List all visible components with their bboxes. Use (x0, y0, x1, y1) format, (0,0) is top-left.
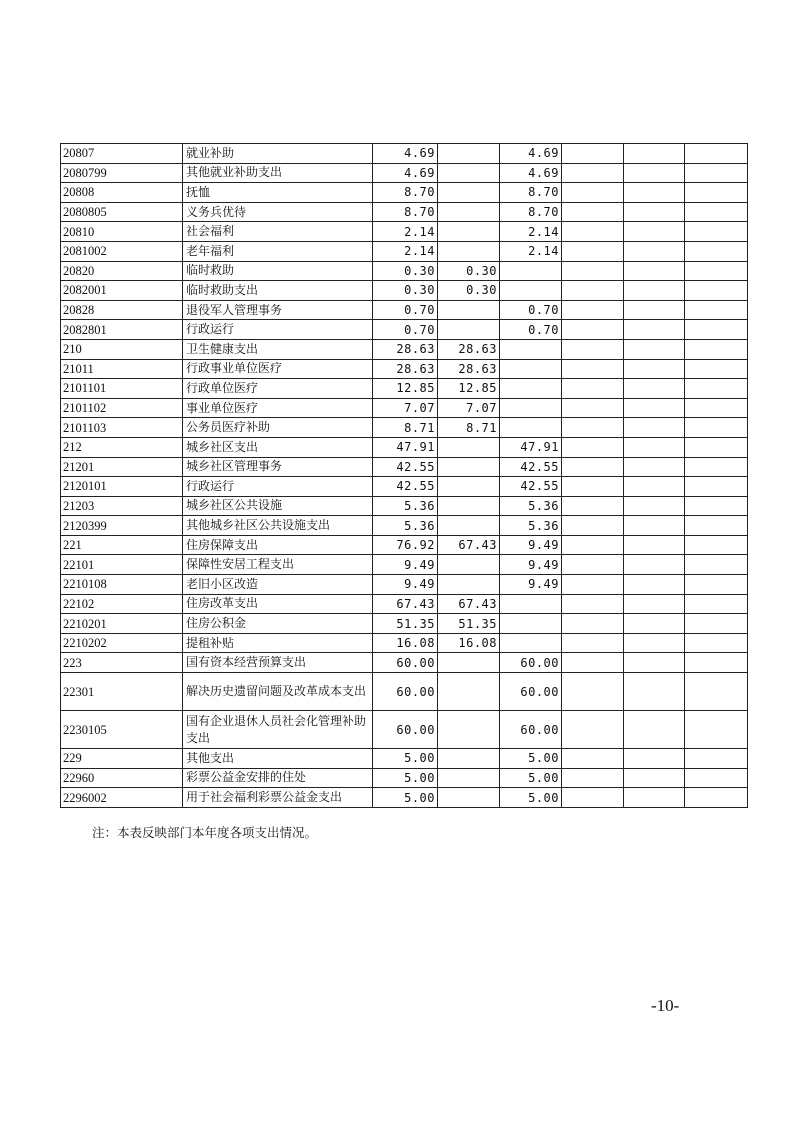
table-row (61, 653, 748, 673)
cell-empty (685, 788, 748, 808)
cell-total: 0.70 (373, 320, 438, 340)
cell-code: 22102 (61, 594, 183, 614)
cell-total: 4.69 (373, 163, 438, 183)
cell-empty (624, 241, 685, 261)
cell-empty (562, 788, 624, 808)
cell-empty (562, 222, 624, 242)
cell-basic (438, 711, 500, 749)
cell-empty (624, 749, 685, 769)
cell-empty (562, 163, 624, 183)
cell-project: 0.70 (500, 320, 562, 340)
cell-project (500, 261, 562, 281)
cell-name: 行政单位医疗 (183, 379, 373, 399)
cell-project: 8.70 (500, 202, 562, 222)
cell-project: 9.49 (500, 555, 562, 575)
table-row (61, 614, 748, 634)
cell-basic: 0.30 (438, 281, 500, 301)
cell-empty (562, 633, 624, 653)
cell-empty (624, 379, 685, 399)
cell-empty (624, 594, 685, 614)
cell-basic (438, 183, 500, 203)
cell-basic (438, 575, 500, 595)
cell-project: 9.49 (500, 535, 562, 555)
cell-basic (438, 768, 500, 788)
cell-name: 用于社会福利彩票公益金支出 (183, 788, 373, 808)
cell-name: 城乡社区管理事务 (183, 457, 373, 477)
cell-project: 5.36 (500, 496, 562, 516)
table-row (61, 457, 748, 477)
table-row (61, 477, 748, 497)
cell-empty (624, 222, 685, 242)
table-note: 注：本表反映部门本年度各项支出情况。 (92, 825, 318, 840)
cell-empty (685, 281, 748, 301)
cell-project (500, 359, 562, 379)
table-row (61, 398, 748, 418)
cell-total: 8.70 (373, 183, 438, 203)
cell-basic (438, 241, 500, 261)
cell-name: 老年福利 (183, 241, 373, 261)
cell-name: 保障性安居工程支出 (183, 555, 373, 575)
cell-total: 60.00 (373, 711, 438, 749)
cell-empty (624, 555, 685, 575)
cell-basic (438, 163, 500, 183)
cell-basic (438, 673, 500, 711)
table-row (61, 535, 748, 555)
table-row (61, 300, 748, 320)
cell-basic (438, 516, 500, 536)
cell-empty (562, 594, 624, 614)
cell-total: 5.00 (373, 749, 438, 769)
cell-basic (438, 477, 500, 497)
cell-name: 就业补助 (183, 144, 373, 164)
cell-empty (562, 398, 624, 418)
cell-total: 7.07 (373, 398, 438, 418)
cell-basic (438, 555, 500, 575)
cell-empty (624, 535, 685, 555)
cell-empty (685, 768, 748, 788)
cell-name: 住房保障支出 (183, 535, 373, 555)
table-row (61, 163, 748, 183)
cell-code: 2101101 (61, 379, 183, 399)
cell-code: 210 (61, 339, 183, 359)
cell-empty (685, 339, 748, 359)
cell-empty (685, 535, 748, 555)
table-row (61, 633, 748, 653)
cell-name: 彩票公益金安排的住处 (183, 768, 373, 788)
cell-empty (562, 768, 624, 788)
cell-empty (685, 516, 748, 536)
cell-empty (562, 535, 624, 555)
cell-empty (685, 575, 748, 595)
cell-code: 20810 (61, 222, 183, 242)
cell-code: 21201 (61, 457, 183, 477)
cell-project (500, 281, 562, 301)
cell-project: 4.69 (500, 144, 562, 164)
cell-basic (438, 749, 500, 769)
table-body (61, 144, 748, 808)
cell-code: 2101103 (61, 418, 183, 438)
table-row (61, 183, 748, 203)
cell-code: 2081002 (61, 241, 183, 261)
cell-project (500, 398, 562, 418)
cell-basic: 28.63 (438, 359, 500, 379)
cell-empty (685, 320, 748, 340)
cell-empty (685, 379, 748, 399)
cell-total: 5.00 (373, 768, 438, 788)
cell-project: 60.00 (500, 653, 562, 673)
cell-code: 212 (61, 437, 183, 457)
cell-name: 老旧小区改造 (183, 575, 373, 595)
cell-name: 社会福利 (183, 222, 373, 242)
table-row (61, 359, 748, 379)
cell-empty (685, 555, 748, 575)
cell-empty (685, 241, 748, 261)
cell-empty (562, 575, 624, 595)
cell-empty (685, 749, 748, 769)
cell-total: 42.55 (373, 457, 438, 477)
cell-project (500, 633, 562, 653)
cell-name: 提租补贴 (183, 633, 373, 653)
cell-name: 其他就业补助支出 (183, 163, 373, 183)
cell-total: 5.00 (373, 788, 438, 808)
cell-code: 2120101 (61, 477, 183, 497)
cell-basic: 67.43 (438, 535, 500, 555)
cell-empty (624, 202, 685, 222)
cell-empty (562, 555, 624, 575)
cell-name: 临时救助支出 (183, 281, 373, 301)
cell-empty (624, 516, 685, 536)
cell-empty (562, 457, 624, 477)
cell-total: 8.70 (373, 202, 438, 222)
cell-name: 公务员医疗补助 (183, 418, 373, 438)
cell-code: 20807 (61, 144, 183, 164)
cell-empty (624, 496, 685, 516)
cell-project: 60.00 (500, 673, 562, 711)
cell-empty (624, 633, 685, 653)
cell-name: 事业单位医疗 (183, 398, 373, 418)
cell-project (500, 418, 562, 438)
cell-name: 住房公积金 (183, 614, 373, 634)
cell-code: 20828 (61, 300, 183, 320)
cell-basic (438, 300, 500, 320)
cell-empty (624, 711, 685, 749)
cell-project (500, 614, 562, 634)
cell-total: 4.69 (373, 144, 438, 164)
cell-name: 解决历史遗留问题及改革成本支出 (183, 673, 373, 711)
cell-code: 2210201 (61, 614, 183, 634)
cell-empty (685, 633, 748, 653)
cell-code: 22101 (61, 555, 183, 575)
cell-name: 其他支出 (183, 749, 373, 769)
cell-basic: 28.63 (438, 339, 500, 359)
cell-code: 20808 (61, 183, 183, 203)
cell-empty (562, 496, 624, 516)
cell-empty (624, 320, 685, 340)
cell-empty (562, 281, 624, 301)
cell-empty (685, 496, 748, 516)
cell-basic: 67.43 (438, 594, 500, 614)
cell-empty (624, 261, 685, 281)
cell-name: 住房改革支出 (183, 594, 373, 614)
cell-code: 2210202 (61, 633, 183, 653)
cell-basic: 7.07 (438, 398, 500, 418)
cell-empty (685, 222, 748, 242)
cell-total: 47.91 (373, 437, 438, 457)
cell-project: 2.14 (500, 222, 562, 242)
cell-total: 9.49 (373, 555, 438, 575)
cell-project: 8.70 (500, 183, 562, 203)
cell-empty (562, 379, 624, 399)
table-row (61, 202, 748, 222)
cell-code: 22960 (61, 768, 183, 788)
table-row (61, 437, 748, 457)
cell-empty (562, 320, 624, 340)
cell-empty (624, 163, 685, 183)
cell-empty (624, 614, 685, 634)
cell-empty (685, 477, 748, 497)
cell-empty (685, 653, 748, 673)
cell-name: 临时救助 (183, 261, 373, 281)
cell-empty (624, 673, 685, 711)
cell-name: 行政运行 (183, 320, 373, 340)
cell-empty (685, 437, 748, 457)
cell-basic (438, 457, 500, 477)
cell-empty (685, 594, 748, 614)
cell-total: 5.36 (373, 496, 438, 516)
cell-total: 2.14 (373, 241, 438, 261)
table-row (61, 749, 748, 769)
cell-total: 0.30 (373, 281, 438, 301)
cell-project (500, 379, 562, 399)
cell-empty (624, 339, 685, 359)
cell-total: 60.00 (373, 653, 438, 673)
cell-total: 60.00 (373, 673, 438, 711)
cell-code: 21203 (61, 496, 183, 516)
cell-empty (624, 281, 685, 301)
table-row (61, 261, 748, 281)
cell-empty (685, 163, 748, 183)
cell-name: 国有企业退休人员社会化管理补助支出 (183, 711, 373, 749)
cell-empty (562, 261, 624, 281)
cell-empty (685, 359, 748, 379)
cell-basic (438, 437, 500, 457)
cell-total: 2.14 (373, 222, 438, 242)
cell-project: 5.00 (500, 768, 562, 788)
cell-empty (562, 144, 624, 164)
cell-basic (438, 788, 500, 808)
cell-total: 28.63 (373, 359, 438, 379)
cell-project (500, 594, 562, 614)
cell-code: 2230105 (61, 711, 183, 749)
cell-total: 16.08 (373, 633, 438, 653)
cell-code: 223 (61, 653, 183, 673)
cell-basic: 8.71 (438, 418, 500, 438)
cell-code: 221 (61, 535, 183, 555)
cell-empty (624, 183, 685, 203)
cell-code: 2101102 (61, 398, 183, 418)
cell-empty (562, 673, 624, 711)
cell-name: 抚恤 (183, 183, 373, 203)
cell-basic: 12.85 (438, 379, 500, 399)
cell-name: 城乡社区支出 (183, 437, 373, 457)
page-number: -10- (651, 996, 680, 1015)
table-row (61, 222, 748, 242)
cell-name: 卫生健康支出 (183, 339, 373, 359)
cell-empty (685, 398, 748, 418)
cell-basic: 16.08 (438, 633, 500, 653)
cell-empty (624, 653, 685, 673)
cell-project: 60.00 (500, 711, 562, 749)
cell-code: 21011 (61, 359, 183, 379)
cell-total: 28.63 (373, 339, 438, 359)
cell-total: 0.30 (373, 261, 438, 281)
table-row (61, 575, 748, 595)
cell-name: 国有资本经营预算支出 (183, 653, 373, 673)
table-row (61, 339, 748, 359)
cell-empty (562, 183, 624, 203)
table-row (61, 673, 748, 711)
cell-empty (624, 144, 685, 164)
cell-code: 2120399 (61, 516, 183, 536)
cell-name: 义务兵优待 (183, 202, 373, 222)
cell-empty (562, 418, 624, 438)
cell-name: 退役军人管理事务 (183, 300, 373, 320)
cell-empty (562, 516, 624, 536)
expenditure-table (60, 143, 748, 808)
cell-basic (438, 653, 500, 673)
cell-empty (685, 457, 748, 477)
cell-total: 9.49 (373, 575, 438, 595)
cell-name: 其他城乡社区公共设施支出 (183, 516, 373, 536)
cell-code: 2082001 (61, 281, 183, 301)
cell-basic: 0.30 (438, 261, 500, 281)
cell-basic (438, 320, 500, 340)
table-row (61, 555, 748, 575)
cell-name: 行政事业单位医疗 (183, 359, 373, 379)
cell-total: 0.70 (373, 300, 438, 320)
cell-code: 22301 (61, 673, 183, 711)
cell-code: 2296002 (61, 788, 183, 808)
table-row (61, 594, 748, 614)
cell-code: 2082801 (61, 320, 183, 340)
cell-empty (624, 768, 685, 788)
cell-project: 4.69 (500, 163, 562, 183)
cell-empty (624, 437, 685, 457)
cell-empty (562, 437, 624, 457)
table-row (61, 418, 748, 438)
table-row (61, 320, 748, 340)
cell-empty (685, 183, 748, 203)
cell-empty (685, 418, 748, 438)
cell-name: 行政运行 (183, 477, 373, 497)
cell-project: 42.55 (500, 457, 562, 477)
cell-empty (562, 241, 624, 261)
cell-name: 城乡社区公共设施 (183, 496, 373, 516)
cell-project: 42.55 (500, 477, 562, 497)
cell-basic (438, 144, 500, 164)
cell-empty (624, 575, 685, 595)
cell-code: 2210108 (61, 575, 183, 595)
cell-empty (562, 359, 624, 379)
cell-project: 2.14 (500, 241, 562, 261)
cell-project: 5.00 (500, 788, 562, 808)
cell-empty (685, 261, 748, 281)
table-row (61, 711, 748, 749)
cell-code: 20820 (61, 261, 183, 281)
cell-code: 2080799 (61, 163, 183, 183)
cell-empty (562, 653, 624, 673)
table-row (61, 144, 748, 164)
cell-empty (624, 359, 685, 379)
cell-total: 67.43 (373, 594, 438, 614)
cell-empty (685, 202, 748, 222)
cell-project: 5.00 (500, 749, 562, 769)
cell-empty (562, 477, 624, 497)
cell-empty (562, 749, 624, 769)
cell-basic (438, 202, 500, 222)
cell-empty (624, 300, 685, 320)
cell-empty (624, 398, 685, 418)
cell-total: 51.35 (373, 614, 438, 634)
cell-empty (685, 673, 748, 711)
cell-project: 9.49 (500, 575, 562, 595)
cell-empty (562, 300, 624, 320)
cell-empty (685, 711, 748, 749)
cell-empty (562, 202, 624, 222)
cell-empty (685, 144, 748, 164)
cell-total: 12.85 (373, 379, 438, 399)
cell-empty (685, 300, 748, 320)
cell-basic (438, 222, 500, 242)
cell-project: 0.70 (500, 300, 562, 320)
cell-empty (562, 614, 624, 634)
table-row (61, 788, 748, 808)
cell-empty (624, 457, 685, 477)
cell-project: 5.36 (500, 516, 562, 536)
cell-code: 2080805 (61, 202, 183, 222)
cell-empty (562, 711, 624, 749)
cell-project (500, 339, 562, 359)
cell-total: 76.92 (373, 535, 438, 555)
cell-code: 229 (61, 749, 183, 769)
cell-empty (562, 339, 624, 359)
cell-empty (624, 477, 685, 497)
cell-empty (685, 614, 748, 634)
table-row (61, 496, 748, 516)
cell-project: 47.91 (500, 437, 562, 457)
table-row (61, 281, 748, 301)
table-row (61, 379, 748, 399)
table-row (61, 516, 748, 536)
table-row (61, 768, 748, 788)
cell-total: 8.71 (373, 418, 438, 438)
cell-empty (624, 418, 685, 438)
cell-empty (624, 788, 685, 808)
table-row (61, 241, 748, 261)
cell-total: 5.36 (373, 516, 438, 536)
cell-total: 42.55 (373, 477, 438, 497)
cell-basic: 51.35 (438, 614, 500, 634)
cell-basic (438, 496, 500, 516)
